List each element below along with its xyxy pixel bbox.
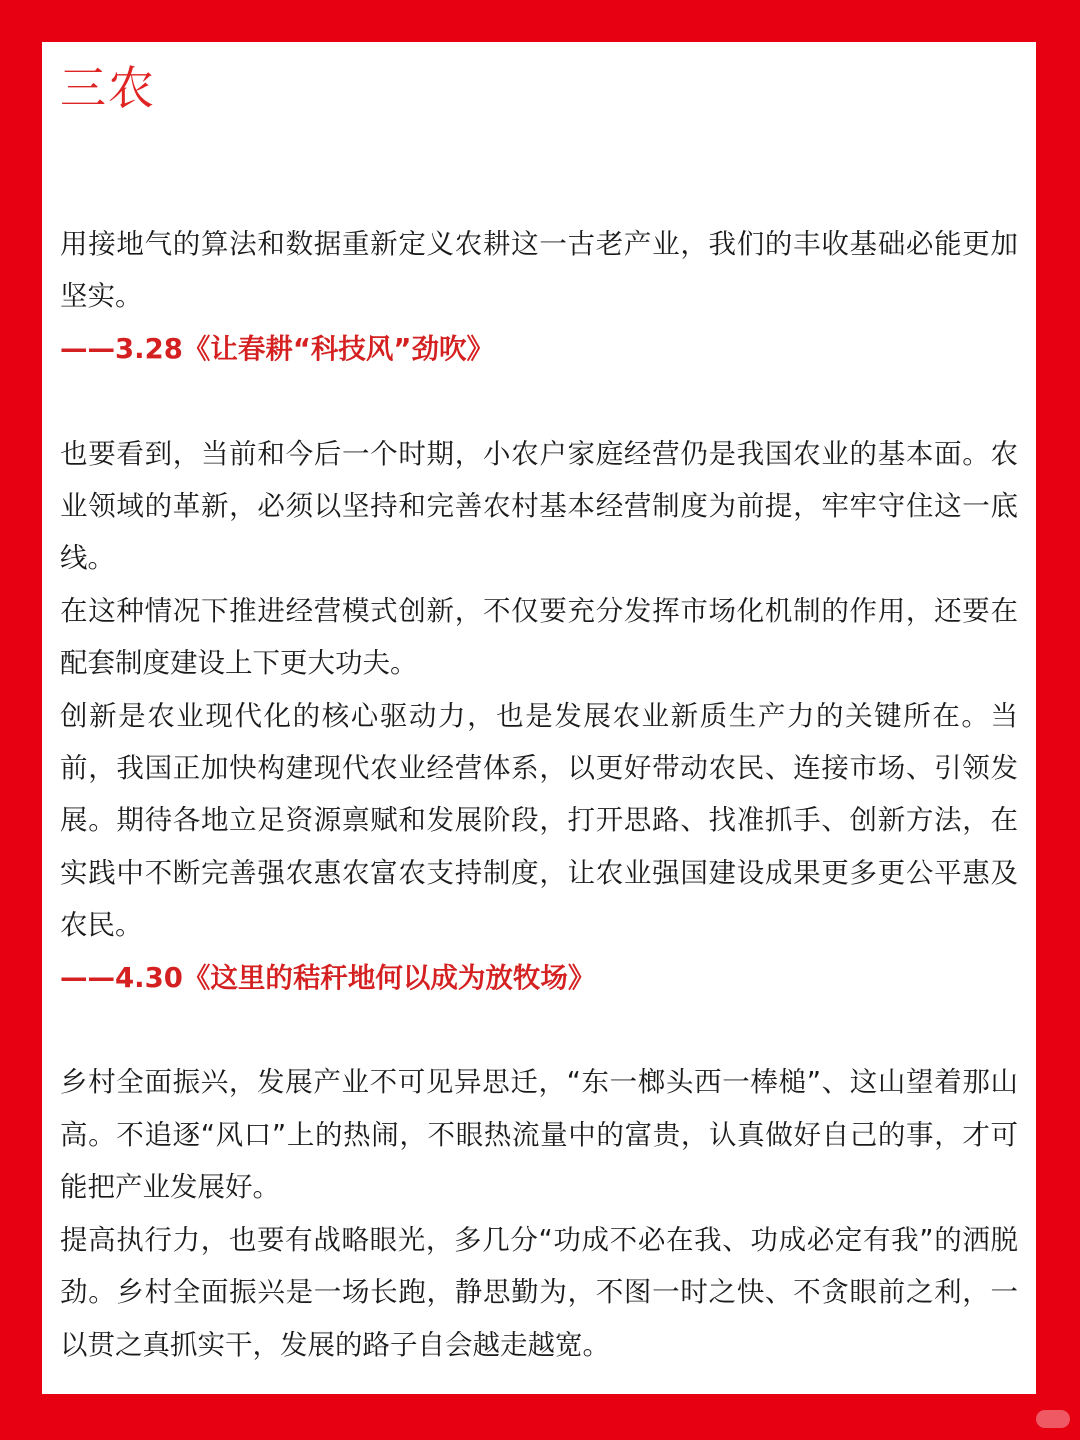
- paragraph: 乡村全面振兴，发展产业不可见异思迁，“东一榔头西一棒槌”、这山望着那山高。不追逐“风口”上的热闹，不眼热流量中的富贵，认真做好自己的事，才可能把产业发展好。: [60, 1066, 1018, 1204]
- section-2: [60, 428, 1018, 1004]
- paragraph: 提高执行力，也要有战略眼光，多几分“功成不必在我、功成必定有我”的洒脱劲。乡村全面振兴是一场长跑，静思勤为，不图一时之快、不贪眼前之利，一以贯之真抓实干，发展的路子自会越走越宽。: [60, 1223, 1018, 1361]
- source-quote: ——4.30《这里的秸秆地何以成为放牧场》: [60, 961, 596, 994]
- page-title: 三农: [60, 61, 156, 115]
- source-quote: ——3.28《让春耕“科技风”劲吹》: [60, 332, 494, 365]
- section-3: [60, 1056, 1018, 1370]
- spacer: [60, 1004, 1018, 1056]
- paragraph: 也要看到，当前和今后一个时期，小农户家庭经营仍是我国农业的基本面。农业领域的革新，必须以坚持和完善农村基本经营制度为前提，牢牢守住这一底线。: [60, 437, 1018, 575]
- paragraph: 用接地气的算法和数据重新定义农耕这一古老产业，我们的丰收基础必能更加坚实。: [60, 228, 1018, 313]
- paragraph: 创新是农业现代化的核心驱动力，也是发展农业新质生产力的关键所在。当前，我国正加快构建现代农业经营体系，以更好带动农民、连接市场、引领发展。期待各地立足资源禀赋和发展阶段，打开思路、找准抓手、创新方法，在实践中不断完善强农惠农富农支持制度，让农业强国建设成果更多更公平惠及农民。: [60, 699, 1018, 942]
- article-body: [60, 218, 1018, 1371]
- content-card: [42, 42, 1036, 1394]
- paragraph: 在这种情况下推进经营模式创新，不仅要充分发挥市场化机制的作用，还要在配套制度建设上下更大功夫。: [60, 594, 1018, 680]
- watermark-badge: [1036, 1410, 1070, 1428]
- spacer: [60, 375, 1018, 427]
- section-1: [60, 218, 1018, 375]
